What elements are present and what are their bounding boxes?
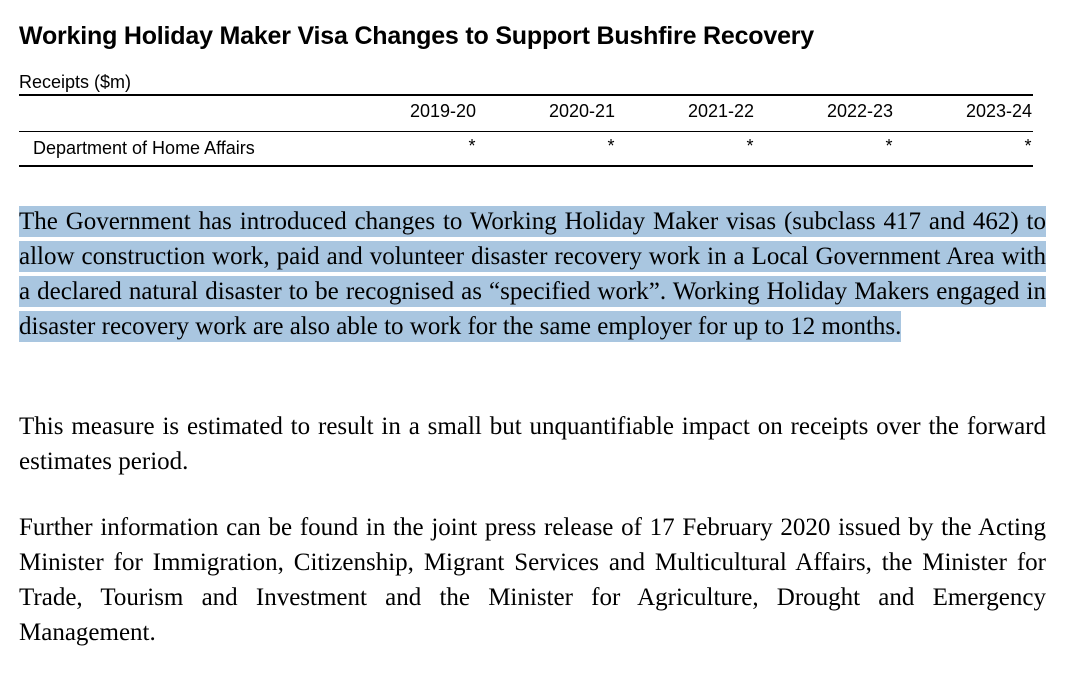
measure-title: Working Holiday Maker Visa Changes to Support Bushfire Recovery bbox=[19, 22, 815, 50]
table-cell: * bbox=[1024, 136, 1032, 156]
text-selection-highlight[interactable]: The Government has introduced changes to Working Holiday Maker visas (subclass 417 and 462) to allow construction work, paid and volunteer disaster recovery work in a Local Government Area with a declared natural disaster to be recognised as “specified work”. Working Holiday Makers engaged in disaster recovery work are also able to work for the same employer for up to 12 months. bbox=[19, 208, 1046, 340]
table-header-rule bbox=[19, 131, 1033, 132]
table-row-label: Department of Home Affairs bbox=[33, 138, 255, 158]
year-header: 2021-22 bbox=[687, 101, 754, 121]
year-header: 2022-23 bbox=[826, 101, 893, 121]
table-cell: * bbox=[746, 136, 754, 156]
table-top-rule bbox=[19, 94, 1033, 96]
selected-paragraph[interactable] bbox=[19, 204, 1046, 344]
table-bottom-rule bbox=[19, 165, 1033, 167]
year-header: 2019-20 bbox=[409, 101, 476, 121]
table-cell: * bbox=[468, 136, 476, 156]
table-header-row bbox=[19, 101, 1033, 127]
further-information-paragraph[interactable]: Further information can be found in the joint press release of 17 February 2020 issued by the Acting Minister for Immigration, Citizenship, Migrant Services and Multicultural Affairs, the Minister for Trade, Tourism and Investment and the Minister for Agriculture, Drought and Emergency Management. bbox=[19, 514, 1046, 646]
table-caption: Receipts ($m) bbox=[19, 72, 132, 92]
year-header: 2020-21 bbox=[548, 101, 615, 121]
impact-paragraph[interactable]: This measure is estimated to result in a small but unquantifiable impact on receipts over the forward estimates period. bbox=[19, 413, 1046, 475]
table-cell: * bbox=[885, 136, 893, 156]
table-cell: * bbox=[607, 136, 615, 156]
year-header: 2023-24 bbox=[965, 101, 1032, 121]
